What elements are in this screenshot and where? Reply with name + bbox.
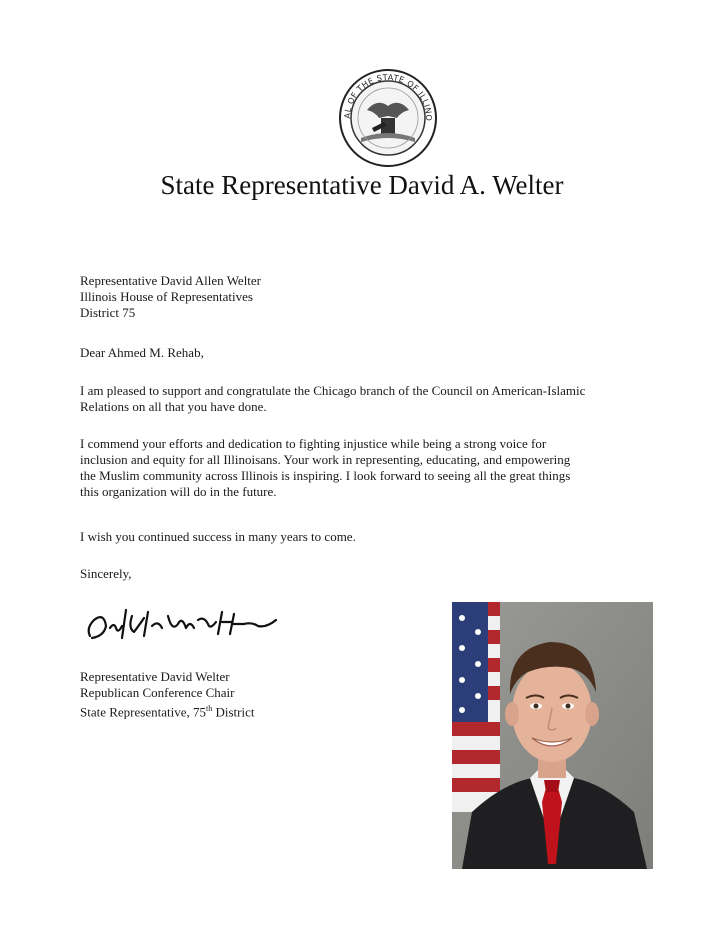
sender-name: Representative David Allen Welter <box>80 273 262 288</box>
paragraph-1 <box>80 383 710 415</box>
salutation: Dear Ahmed M. Rehab, <box>80 345 204 360</box>
paragraph-2-line-4: this organization will do in the future. <box>80 484 277 499</box>
sender-block <box>80 273 261 321</box>
state-seal-icon <box>337 68 439 168</box>
paragraph-3: I wish you continued success in many years to come. <box>80 529 356 544</box>
signer-block <box>80 669 254 720</box>
paragraph-1-line-1: I am pleased to support and congratulate the Chicago branch of the Council on American-Islamic <box>80 383 586 398</box>
sender-district: District 75 <box>80 305 136 320</box>
signer-name: Representative David Welter <box>80 669 230 684</box>
paragraph-2-line-1: I commend your efforts and dedication to fighting injustice while being a strong voice for <box>80 436 547 451</box>
sender-body: Illinois House of Representatives <box>80 289 253 304</box>
paragraph-2-line-3: the Muslim community across Illinois is inspiring. I look forward to seeing all the great things <box>80 468 571 483</box>
handwritten-signature <box>82 598 282 648</box>
signer-title: Republican Conference Chair <box>80 685 235 700</box>
paragraph-1-line-2: Relations on all that you have done. <box>80 399 267 414</box>
paragraph-2-line-2: inclusion and equity for all Illinoisans. Your work in representing, educating, and empowering <box>80 452 571 467</box>
signer-district: State Representative, 75th District <box>80 704 255 720</box>
portrait-photo <box>452 602 653 869</box>
paragraph-2 <box>80 436 710 500</box>
closing: Sincerely, <box>80 566 132 581</box>
svg-text:SEAL OF THE STATE OF ILLINOIS: AL OF THE STATE OF ILLINO <box>342 72 434 122</box>
letterhead-title: State Representative David A. Welter <box>160 170 564 200</box>
